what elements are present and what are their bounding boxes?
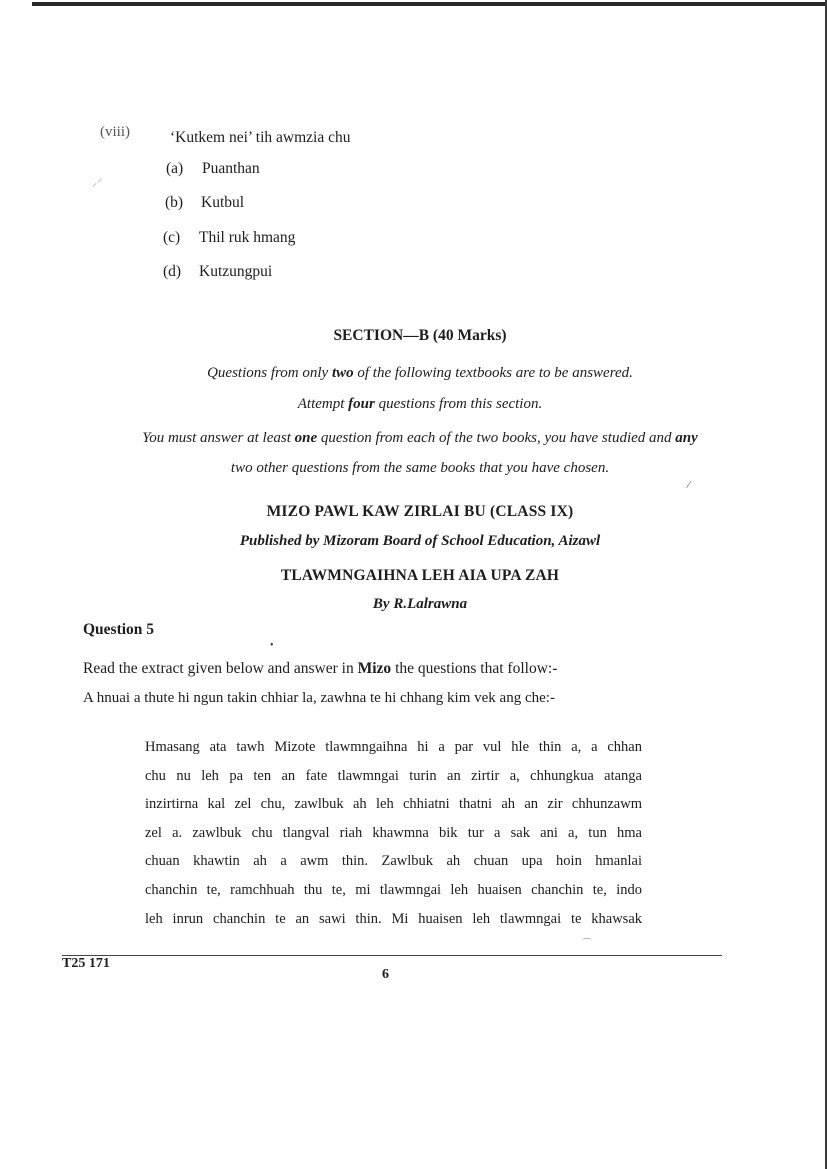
extract-line: chanchin te, ramchhuah thu te, mi tlawmngai leh huaisen chanchin te, indo	[145, 881, 642, 898]
instruction-text: of the following textbooks are to be answered.	[353, 365, 633, 381]
option-text: Puanthan	[202, 160, 260, 177]
footer-rule	[62, 955, 722, 956]
paper-code: T25 171	[62, 956, 110, 971]
page-number: 6	[382, 967, 389, 982]
section-instruction-2	[60, 396, 780, 413]
book-title: MIZO PAWL KAW ZIRLAI BU (CLASS IX)	[266, 503, 574, 520]
section-heading: SECTION—B (40 Marks)	[333, 327, 507, 344]
question-5-heading: Question 5	[83, 621, 155, 638]
option-text: Thil ruk hmang	[199, 229, 296, 246]
extract-line: Hmasang ata tawh Mizote tlawmngaihna hi a par vul hle thin a, a chhan	[145, 739, 642, 755]
question-5-intro: A hnuai a thute hi ngun takin chhiar la, zawhna te hi chhang kim vek ang che:-	[83, 690, 555, 706]
chapter-title: TLAWMNGAIHNA LEH AIA UPA ZAH	[280, 567, 560, 584]
question-viii-number: (viii)	[100, 124, 130, 140]
option-a	[166, 160, 260, 178]
option-label: (b)	[165, 194, 184, 211]
extract-line: zel a. zawlbuk chu tlangval riah khawmna bik tur a sak ani a, tun hma	[145, 824, 642, 841]
question-5-instruction	[83, 660, 557, 678]
option-label: (c)	[163, 229, 181, 246]
scan-mark: •	[270, 640, 274, 651]
section-instruction-1	[60, 365, 780, 382]
option-label: (a)	[166, 160, 184, 177]
instruction-text: Read the extract given below and answer in	[83, 660, 358, 677]
option-b	[165, 194, 244, 212]
instruction-emphasis: two	[331, 365, 354, 381]
scan-mark: ⸝⸍	[92, 178, 102, 189]
extract-line: leh inrun chanchin te an sawi thin. Mi huaisen leh tlawmngai te khawsak	[145, 910, 642, 927]
question-viii-text: ‘Kutkem nei’ tih awmzia chu	[170, 129, 351, 146]
chapter-author: By R.Lalrawna	[372, 596, 468, 612]
option-d	[163, 263, 272, 281]
extract-line: chuan khawtin ah a awm thin. Zawlbuk ah chuan upa hoin hmanlai	[145, 853, 642, 870]
option-label: (d)	[163, 263, 182, 280]
instruction-emphasis: any	[675, 430, 698, 446]
extract-passage	[145, 733, 642, 933]
top-border-rule	[32, 2, 827, 6]
section-instruction-4: two other questions from the same books that you have chosen.	[230, 460, 610, 476]
extract-line: chu nu leh pa ten an fate tlawmngai turin an zirtir a, chhungkua atanga	[145, 767, 642, 784]
section-instruction-3	[40, 430, 800, 447]
instruction-text: You must answer at least	[142, 430, 295, 446]
extract-line: inzirtirna kal zel chu, zawlbuk ah leh chhiatni thatni ah an zir chhunzawm	[145, 796, 642, 813]
instruction-emphasis: Mizo	[357, 660, 392, 677]
instruction-emphasis: four	[348, 396, 375, 412]
scan-mark: ⁄	[688, 480, 690, 491]
scan-mark: ⌒	[582, 939, 592, 950]
instruction-text: Questions from only	[207, 365, 332, 381]
instruction-emphasis: one	[294, 430, 318, 446]
instruction-text: question from each of the two books, you have studied and	[317, 430, 676, 446]
option-text: Kutzungpui	[199, 263, 273, 280]
book-publisher: Published by Mizoram Board of School Education, Aizawl	[239, 533, 601, 549]
instruction-text: Attempt	[297, 396, 349, 412]
option-text: Kutbul	[201, 194, 245, 211]
instruction-text: the questions that follow:-	[391, 660, 558, 677]
option-c	[163, 229, 295, 247]
instruction-text: questions from this section.	[374, 396, 543, 412]
